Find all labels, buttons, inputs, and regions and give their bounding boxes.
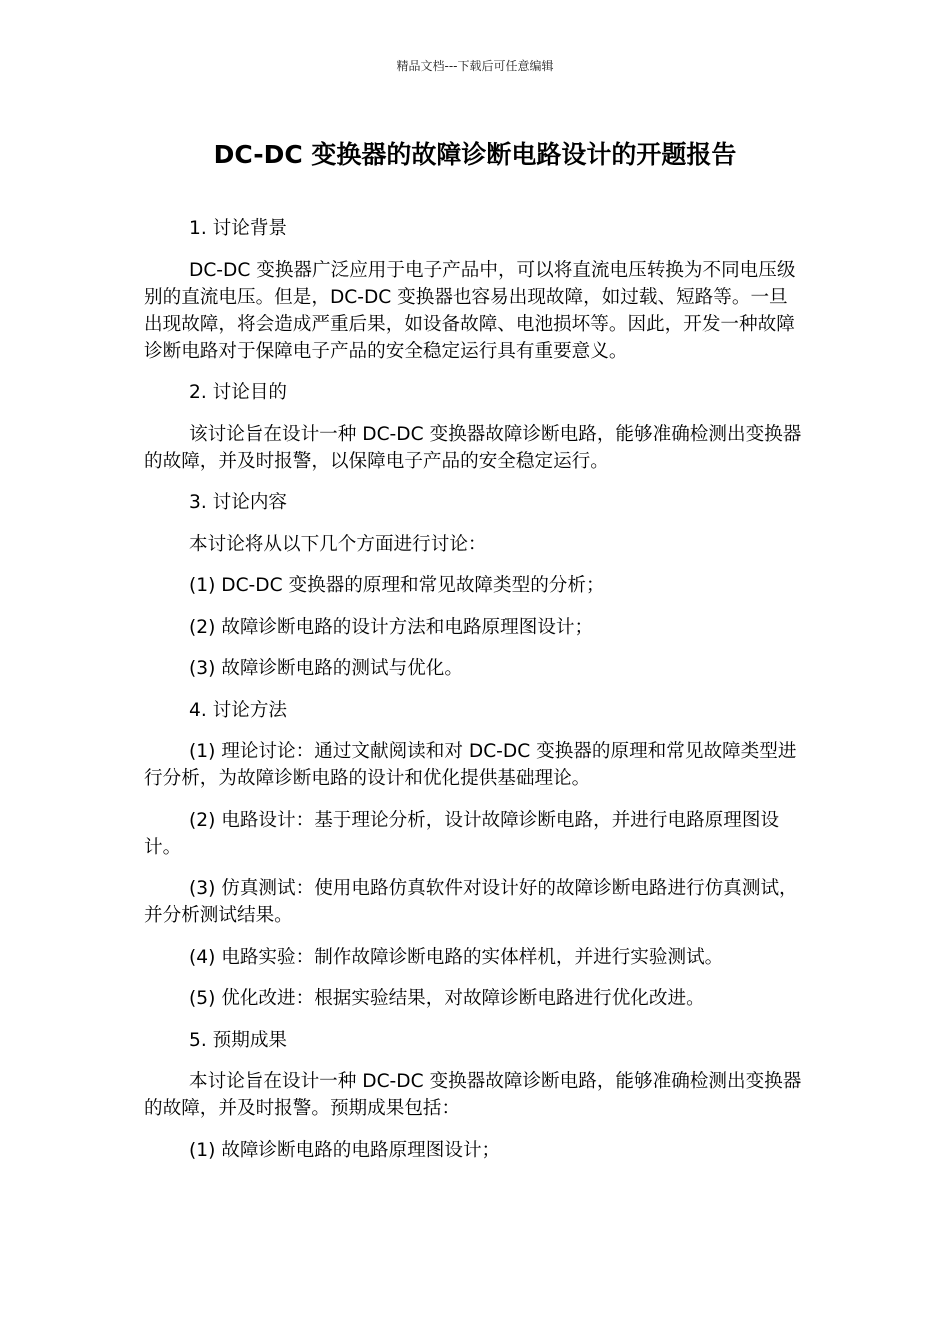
document-body — [144, 215, 806, 1178]
section-heading-method: 4. 讨论方法 — [189, 699, 288, 721]
list-item: (1) DC-DC 变换器的原理和常见故障类型的分析； — [189, 575, 605, 596]
list-item: (3) 仿真测试：使用电路仿真软件对设计好的故障诊断电路进行仿真测试，并分析测试结果。 — [144, 878, 798, 926]
list-item: (1) 理论讨论：通过文献阅读和对 DC-DC 变换器的原理和常见故障类型进行分析，为故障诊断电路的设计和优化提供基础理论。 — [144, 741, 797, 789]
paragraph-background: DC-DC 变换器广泛应用于电子产品中，可以将直流电压转换为不同电压级别的直流电压。但是，DC-DC 变换器也容易出现故障，如过载、短路等。一旦出现故障，将会造成严重后果，如设备故障、电池损坏等。因此，开发一种故障诊断电路对于保障电子产品的安全稳定运行具有重要意义。 — [144, 259, 796, 362]
list-item: (4) 电路实验：制作故障诊断电路的实体样机，并进行实验测试。 — [189, 946, 724, 968]
section-heading-results: 5. 预期成果 — [189, 1029, 288, 1051]
paragraph-results: 本讨论旨在设计一种 DC-DC 变换器故障诊断电路，能够准确检测出变换器的故障，并及时报警。预期成果包括： — [144, 1071, 802, 1119]
section-heading-background: 1. 讨论背景 — [189, 218, 288, 239]
list-item: (1) 故障诊断电路的电路原理图设计； — [189, 1139, 501, 1161]
paragraph-content-intro: 本讨论将从以下几个方面进行讨论： — [189, 533, 487, 555]
page-header: 精品文档---下载后可任意编辑 — [396, 59, 554, 73]
section-heading-content: 3. 讨论内容 — [189, 492, 288, 513]
list-item: (3) 故障诊断电路的测试与优化。 — [189, 658, 463, 679]
list-item: (5) 优化改进：根据实验结果，对故障诊断电路进行优化改进。 — [189, 988, 705, 1009]
document-title: DC-DC 变换器的故障诊断电路设计的开题报告 — [213, 140, 737, 169]
list-item: (2) 故障诊断电路的设计方法和电路原理图设计； — [189, 616, 594, 638]
list-item: (2) 电路设计：基于理论分析，设计故障诊断电路，并进行电路原理图设计。 — [144, 809, 780, 858]
paragraph-purpose: 该讨论旨在设计一种 DC-DC 变换器故障诊断电路，能够准确检测出变换器的故障，并及时报警，以保障电子产品的安全稳定运行。 — [144, 423, 802, 472]
section-heading-purpose: 2. 讨论目的 — [189, 382, 288, 403]
